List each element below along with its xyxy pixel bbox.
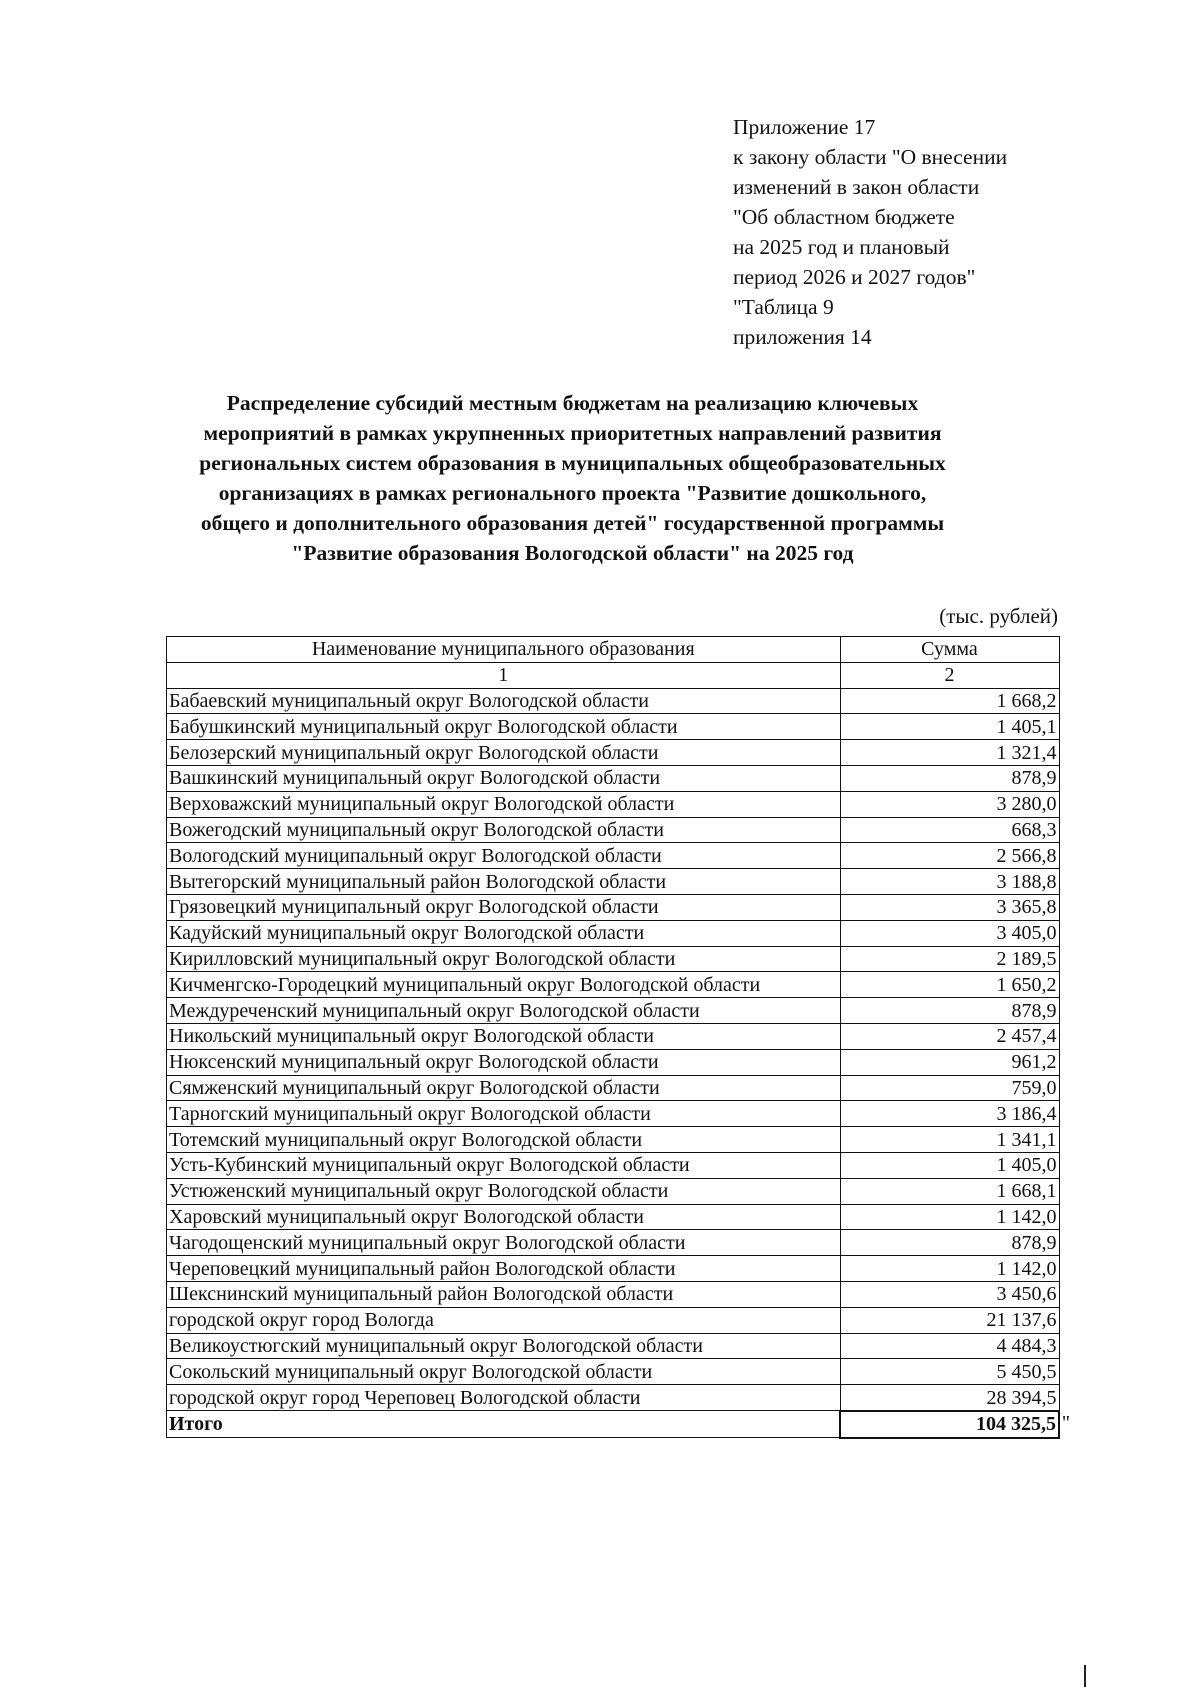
subsidy-sum: 2 566,8 (840, 843, 1059, 869)
municipality-name: Шекснинский муниципальный район Вологодской области (167, 1281, 841, 1307)
subsidy-sum: 878,9 (840, 998, 1059, 1024)
subsidy-sum: 961,2 (840, 1049, 1059, 1075)
subsidy-sum: 2 189,5 (840, 946, 1059, 972)
municipality-name: Вытегорский муниципальный район Вологодской области (167, 869, 841, 895)
table-row (167, 1385, 1060, 1411)
subsidy-sum: 1 405,0 (840, 1152, 1059, 1178)
closing-quote: " (1061, 1411, 1070, 1434)
municipality-name: Вашкинский муниципальный округ Вологодской области (167, 765, 841, 791)
table-row (167, 1178, 1060, 1204)
municipality-name: Никольский муниципальный округ Вологодской области (167, 1023, 841, 1049)
municipality-name: Вожегодский муниципальный округ Вологодской области (167, 817, 841, 843)
table-row (167, 714, 1060, 740)
municipality-name: Усть-Кубинский муниципальный округ Вологодской области (167, 1152, 841, 1178)
subsidy-sum: 1 142,0 (840, 1256, 1059, 1282)
municipality-name: Сокольский муниципальный округ Вологодской области (167, 1359, 841, 1385)
subsidy-sum: 1 668,2 (840, 688, 1059, 714)
municipality-name: Бабушкинский муниципальный округ Вологодской области (167, 714, 841, 740)
column-number-1: 1 (167, 662, 841, 688)
subsidy-sum: 4 484,3 (840, 1333, 1059, 1359)
title-line: мероприятий в рамках укрупненных приоритетных направлений развития (203, 421, 942, 445)
header-sum: Сумма (840, 637, 1059, 663)
subsidy-sum: 1 341,1 (840, 1127, 1059, 1153)
appendix-line: "Об областном бюджете (733, 205, 955, 229)
subsidy-sum: 1 321,4 (840, 740, 1059, 766)
municipality-name: Кадуйский муниципальный округ Вологодской области (167, 920, 841, 946)
table-row (167, 894, 1060, 920)
table-row (167, 1101, 1060, 1127)
table-row (167, 920, 1060, 946)
municipality-name: Кичменгско-Городецкий муниципальный округ Вологодской области (167, 972, 841, 998)
subsidy-sum: 1 142,0 (840, 1204, 1059, 1230)
municipality-name: городской округ город Вологда (167, 1307, 841, 1333)
subsidy-sum: 5 450,5 (840, 1359, 1059, 1385)
subsidy-sum: 3 188,8 (840, 869, 1059, 895)
title-line: Распределение субсидий местным бюджетам на реализацию ключевых (226, 391, 919, 415)
table-row (167, 1333, 1060, 1359)
subsidy-sum: 1 405,1 (840, 714, 1059, 740)
total-label: Итого (167, 1411, 841, 1438)
table-row (167, 1230, 1060, 1256)
municipality-name: Харовский муниципальный округ Вологодской области (167, 1204, 841, 1230)
table-row (167, 843, 1060, 869)
table-row (167, 688, 1060, 714)
table-row (167, 1023, 1060, 1049)
appendix-line: "Таблица 9 (733, 295, 834, 319)
municipality-name: Сямженский муниципальный округ Вологодской области (167, 1075, 841, 1101)
title-line: организациях в рамках регионального проекта "Развитие дошкольного, (218, 481, 927, 505)
municipality-name: городской округ город Череповец Вологодской области (167, 1385, 841, 1411)
subsidy-sum: 2 457,4 (840, 1023, 1059, 1049)
table-row (167, 791, 1060, 817)
table-row (167, 1281, 1060, 1307)
appendix-line: период 2026 и 2027 годов" (733, 265, 976, 289)
municipality-name: Великоустюгский муниципальный округ Вологодской области (167, 1333, 841, 1359)
subsidy-sum: 878,9 (840, 765, 1059, 791)
municipality-name: Тарногский муниципальный округ Вологодской области (167, 1101, 841, 1127)
units-label: (тыс. рублей) (939, 604, 1058, 628)
table-row (167, 740, 1060, 766)
total-row (167, 1411, 1060, 1438)
appendix-line: изменений в закон области (733, 175, 980, 199)
document-title (150, 388, 995, 568)
municipality-name: Кирилловский муниципальный округ Вологодской области (167, 946, 841, 972)
title-line: региональных систем образования в муниципальных общеобразовательных (199, 451, 946, 475)
table-row (167, 765, 1060, 791)
subsidy-sum: 759,0 (840, 1075, 1059, 1101)
margin-mark (1084, 1665, 1086, 1687)
table-row (167, 1204, 1060, 1230)
subsidy-sum: 878,9 (840, 1230, 1059, 1256)
municipality-name: Междуреченский муниципальный округ Вологодской области (167, 998, 841, 1024)
subsidy-sum: 1 668,1 (840, 1178, 1059, 1204)
municipality-name: Бабаевский муниципальный округ Вологодской области (167, 688, 841, 714)
appendix-line: Приложение 17 (733, 115, 876, 139)
column-number-2: 2 (840, 662, 1059, 688)
header-name: Наименование муниципального образования (167, 637, 841, 663)
subsidy-sum: 3 365,8 (840, 894, 1059, 920)
subsidy-sum: 1 650,2 (840, 972, 1059, 998)
total-sum-cell (840, 1411, 1070, 1438)
appendix-line: к закону области "О внесении (733, 145, 1008, 169)
municipality-name: Тотемский муниципальный округ Вологодской области (167, 1127, 841, 1153)
table-row (167, 946, 1060, 972)
column-number-row (167, 662, 1060, 688)
title-line: "Развитие образования Вологодской области" на 2025 год (291, 541, 854, 565)
total-sum: 104 325,5 (976, 1413, 1056, 1436)
municipality-name: Грязовецкий муниципальный округ Вологодской области (167, 894, 841, 920)
appendix-line: на 2025 год и плановый (733, 235, 950, 259)
subsidy-sum: 28 394,5 (840, 1385, 1059, 1411)
table-row (167, 1307, 1060, 1333)
appendix-line: приложения 14 (733, 325, 872, 349)
subsidy-sum: 3 450,6 (840, 1281, 1059, 1307)
title-line: общего и дополнительного образования детей" государственной программы (200, 511, 945, 535)
municipality-name: Верховажский муниципальный округ Вологодской области (167, 791, 841, 817)
municipality-name: Нюксенский муниципальный округ Вологодской области (167, 1049, 841, 1075)
table-row (167, 1075, 1060, 1101)
municipality-name: Устюженский муниципальный округ Вологодской области (167, 1178, 841, 1204)
municipality-name: Чагодощенский муниципальный округ Вологодской области (167, 1230, 841, 1256)
table-row (167, 817, 1060, 843)
subsidy-sum: 21 137,6 (840, 1307, 1059, 1333)
table-row (167, 1256, 1060, 1282)
table-row (167, 1152, 1060, 1178)
table-row (167, 1127, 1060, 1153)
municipality-name: Череповецкий муниципальный район Вологодской области (167, 1256, 841, 1282)
subsidy-sum: 3 405,0 (840, 920, 1059, 946)
table-row (167, 869, 1060, 895)
subsidy-table (166, 636, 1070, 1439)
appendix-note (733, 112, 1007, 352)
table-header-row (167, 637, 1060, 663)
table-row (167, 972, 1060, 998)
municipality-name: Вологодский муниципальный округ Вологодской области (167, 843, 841, 869)
subsidy-sum: 3 186,4 (840, 1101, 1059, 1127)
subsidy-sum: 668,3 (840, 817, 1059, 843)
table-row (167, 1049, 1060, 1075)
table-row (167, 1359, 1060, 1385)
municipality-name: Белозерский муниципальный округ Вологодской области (167, 740, 841, 766)
table-row (167, 998, 1060, 1024)
subsidy-sum: 3 280,0 (840, 791, 1059, 817)
